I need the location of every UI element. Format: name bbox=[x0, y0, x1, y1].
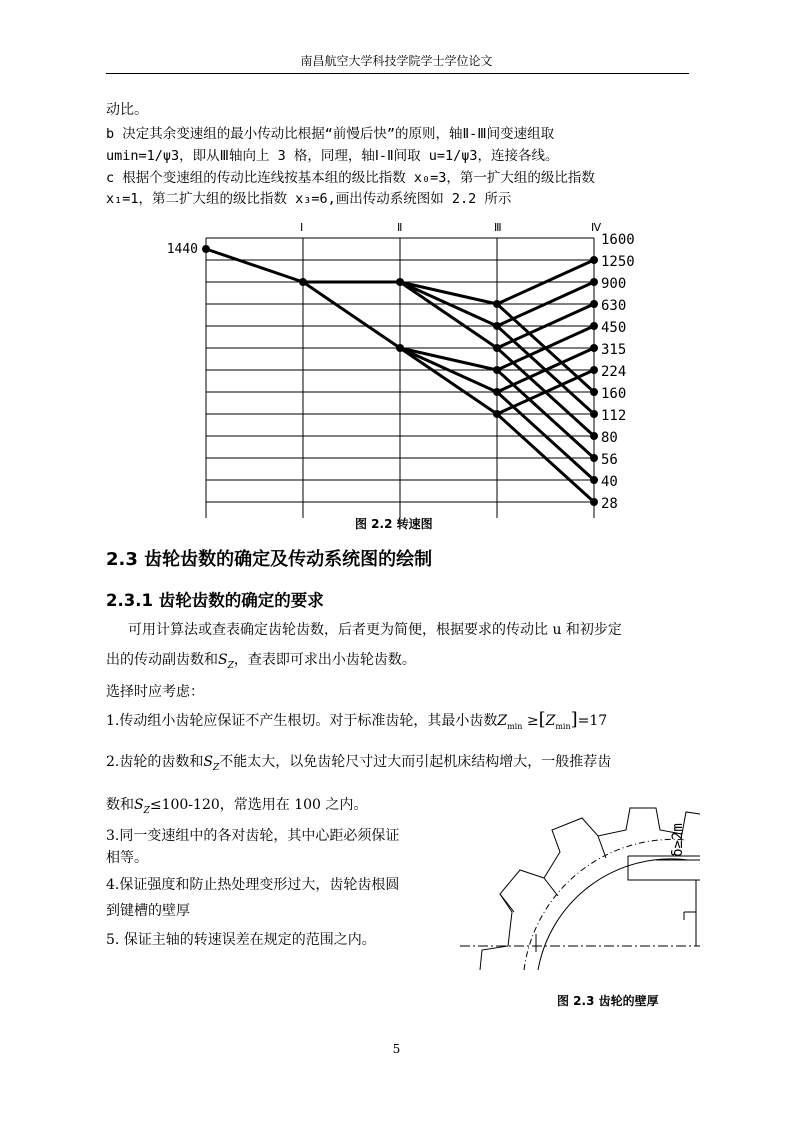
p1-text-a: 出的传动副齿数和 bbox=[106, 652, 218, 668]
intro-line-1: 动比。 bbox=[106, 102, 148, 118]
tooth-line-1 bbox=[500, 894, 514, 912]
speed-label: 112 bbox=[601, 408, 627, 424]
speed-node bbox=[493, 388, 501, 396]
speed-label: 80 bbox=[601, 430, 618, 446]
root-circle bbox=[538, 859, 688, 970]
speed-node bbox=[396, 344, 404, 352]
output-node bbox=[590, 388, 598, 396]
zmin-subscript-2: min bbox=[555, 721, 571, 731]
shaft-label: Ⅱ bbox=[397, 221, 403, 234]
speed-label: 56 bbox=[601, 452, 618, 468]
speed-label: 450 bbox=[601, 320, 627, 336]
tooth-line-3 bbox=[598, 836, 606, 858]
intro-line-3: umin=1/ψ3，即从Ⅲ轴向上 3 格，同理，轴Ⅰ-Ⅱ间取 u=1/ψ3，连接各线。 bbox=[106, 148, 559, 164]
speed-label: 900 bbox=[601, 276, 627, 292]
rule-3-line1: 3.同一变速组中的各对齿轮，其中心距必须保证 bbox=[106, 828, 400, 844]
speed-node bbox=[202, 245, 210, 253]
output-node bbox=[590, 256, 598, 264]
output-node bbox=[590, 410, 598, 418]
intro-line-5: x₁=1，第二扩大组的级比指数 x₃=6,画出传动系统图如 2.2 所示 bbox=[106, 191, 512, 207]
chart-caption: 图 2.2 转速图 bbox=[355, 517, 433, 531]
speed-label: 1600 bbox=[601, 232, 635, 248]
rule-2-line2 bbox=[106, 795, 367, 821]
intro-line-2: b 决定其余变速组的最小传动比根据“前慢后快”的原则，轴Ⅱ-Ⅲ间变速组取 bbox=[106, 126, 555, 142]
zmin-symbol-2: Z bbox=[545, 713, 556, 729]
header-rule bbox=[106, 73, 689, 74]
shaft-label: Ⅰ bbox=[300, 221, 304, 234]
running-header: 南昌航空大学科技学院学士学位论文 bbox=[300, 54, 493, 68]
speed-node bbox=[493, 366, 501, 374]
sz-subscript-3: Z bbox=[143, 805, 150, 816]
transmission-line bbox=[303, 282, 400, 348]
speed-node bbox=[299, 278, 307, 286]
speed-chart bbox=[150, 218, 670, 518]
output-node bbox=[590, 322, 598, 330]
zmin-symbol: Z bbox=[497, 713, 508, 729]
p1-text-b: ，查表即可求出小齿轮齿数。 bbox=[233, 652, 416, 668]
sz-symbol-2: S bbox=[203, 754, 213, 770]
speed-label: 160 bbox=[601, 386, 627, 402]
body-p1-line2 bbox=[106, 650, 416, 676]
rule-4-line1: 4.保证强度和防止热处理变形过大，齿轮齿根圆 bbox=[106, 877, 400, 893]
speed-node bbox=[493, 344, 501, 352]
zmin-subscript: min bbox=[507, 721, 523, 731]
bracket-open: [ bbox=[538, 709, 546, 730]
output-node bbox=[590, 498, 598, 506]
output-node bbox=[590, 454, 598, 462]
input-speed-label: 1440 bbox=[166, 242, 198, 257]
output-node bbox=[590, 300, 598, 308]
rule-1-text: 1.传动组小齿轮应保证不产生根切。对于标准齿轮，其最小齿数 bbox=[106, 713, 498, 729]
output-node bbox=[590, 432, 598, 440]
speed-label: 28 bbox=[601, 496, 618, 512]
output-node bbox=[590, 476, 598, 484]
sz-symbol: S bbox=[218, 652, 228, 668]
rule-4-line2: 到键槽的壁厚 bbox=[106, 903, 190, 919]
rule-2-text-c: 数和 bbox=[106, 797, 134, 813]
bracket-close: ] bbox=[570, 709, 578, 730]
intro-line-4: c 根据个变速组的传动比连线按基本组的级比指数 x₀=3，第一扩大组的级比指数 bbox=[106, 170, 595, 186]
rule-1-end: =17 bbox=[577, 713, 608, 729]
sz-subscript-2: Z bbox=[212, 762, 220, 773]
page-number: 5 bbox=[392, 1042, 401, 1056]
speed-node bbox=[493, 322, 501, 330]
gear-figure bbox=[460, 800, 700, 990]
speed-node bbox=[396, 278, 404, 286]
body-p2: 选择时应考虑： bbox=[106, 684, 204, 700]
ge-symbol: ≥ bbox=[526, 713, 539, 729]
sz-subscript: Z bbox=[227, 660, 234, 671]
body-p1-line1: 可用计算法或查表确定齿轮齿数，后者更为简便，根据要求的传动比 u 和初步定 bbox=[128, 622, 622, 638]
output-node bbox=[590, 344, 598, 352]
speed-label: 224 bbox=[601, 364, 627, 380]
section-2-3-heading: 2.3 齿轮齿数的确定及传动系统图的绘制 bbox=[106, 549, 433, 570]
delta-label: δ≥2m bbox=[670, 823, 686, 857]
tooth-line-2 bbox=[544, 878, 558, 896]
rule-2-text-d: ≤100-120，常选用在 100 之内。 bbox=[149, 797, 368, 813]
rule-2-line1 bbox=[106, 752, 611, 778]
rule-3-line2: 相等。 bbox=[106, 850, 148, 866]
rule-1 bbox=[106, 710, 607, 737]
transmission-line bbox=[206, 249, 303, 282]
gear-caption: 图 2.3 齿轮的壁厚 bbox=[557, 994, 659, 1008]
speed-node bbox=[493, 300, 501, 308]
speed-label: 315 bbox=[601, 342, 627, 358]
rule-2-text-b: 不能太大，以免齿轮尺寸过大而引起机床结构增大，一般推荐齿 bbox=[219, 754, 612, 770]
output-node bbox=[590, 366, 598, 374]
dim-t-mark bbox=[684, 912, 696, 920]
speed-label: 40 bbox=[601, 474, 618, 490]
speed-label: 630 bbox=[601, 298, 627, 314]
sz-symbol-3: S bbox=[134, 797, 144, 813]
output-node bbox=[590, 278, 598, 286]
speed-node bbox=[493, 410, 501, 418]
rule-2-text-a: 2.齿轮的齿数和 bbox=[106, 754, 204, 770]
shaft-label: Ⅳ bbox=[591, 221, 602, 234]
section-2-3-1-heading: 2.3.1 齿轮齿数的确定的要求 bbox=[106, 591, 324, 610]
speed-label: 1250 bbox=[601, 254, 635, 270]
shaft-label: Ⅲ bbox=[494, 221, 502, 234]
rule-5: 5. 保证主轴的转速误差在规定的范围之内。 bbox=[106, 932, 376, 948]
